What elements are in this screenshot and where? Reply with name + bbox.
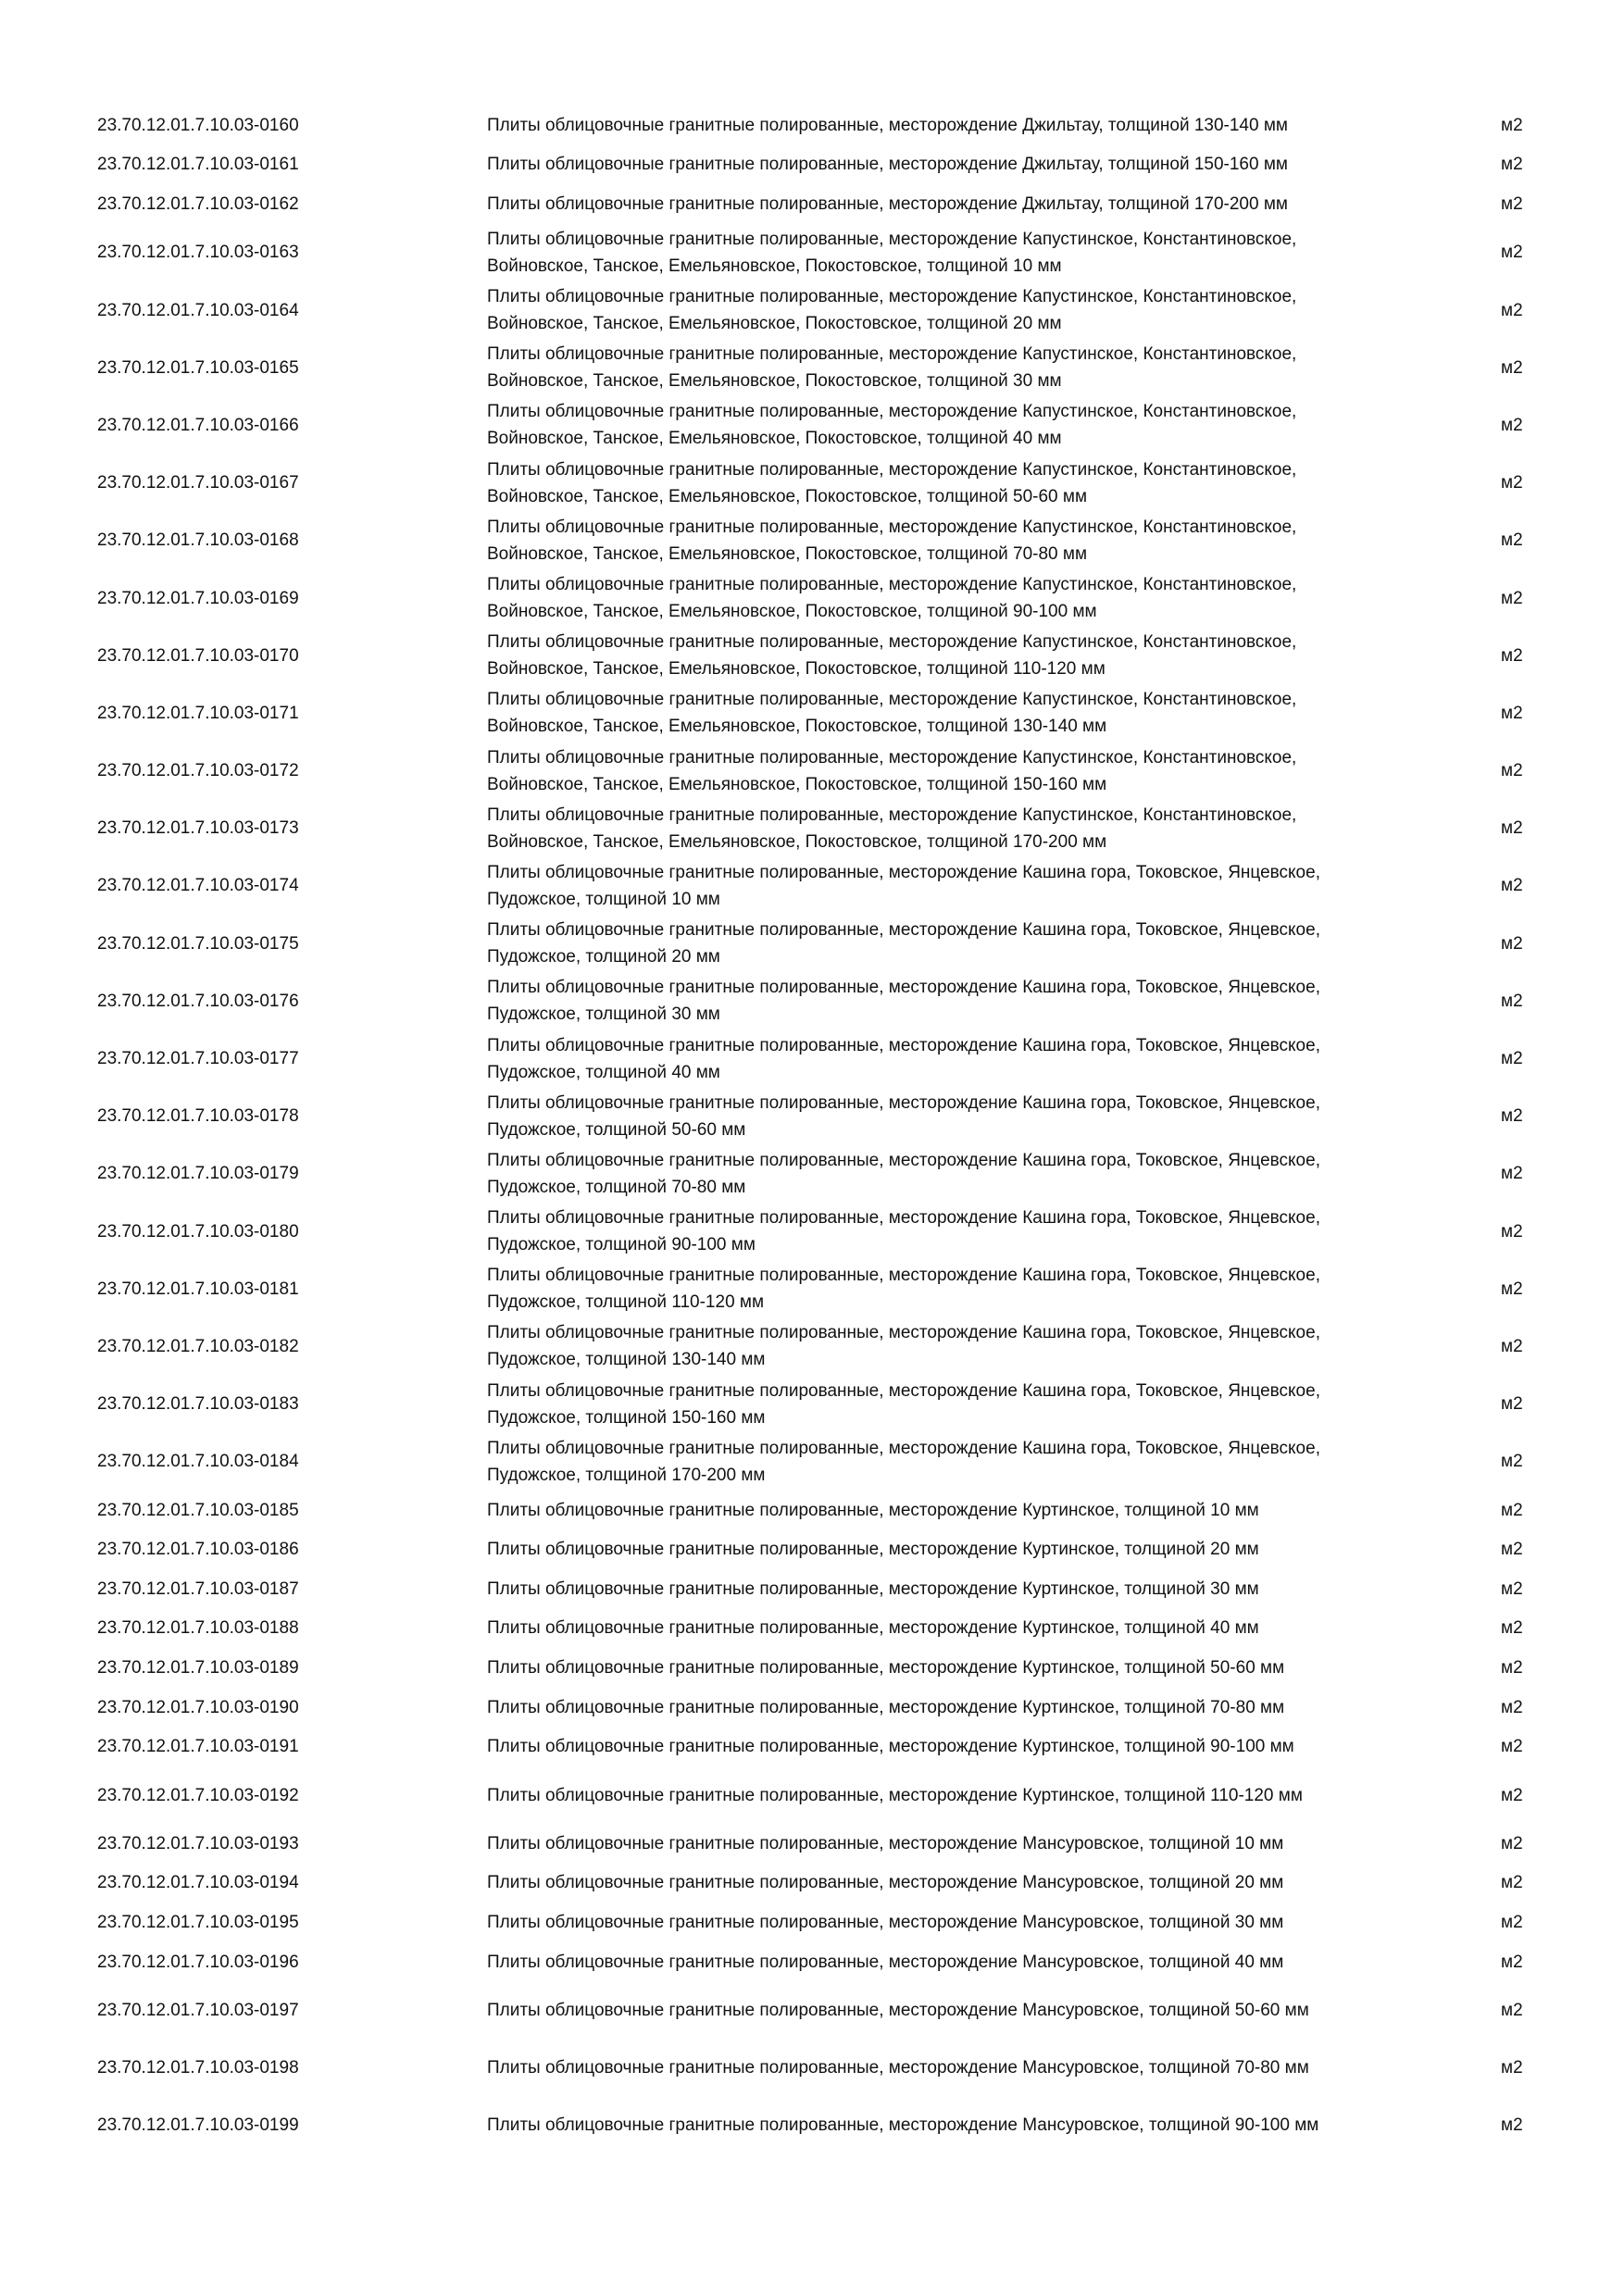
item-name: Плиты облицовочные гранитные полированные, месторождение Куртинское, толщиной 90-100 мм xyxy=(487,1737,1294,1757)
item-name: Плиты облицовочные гранитные полированные, месторождение Капустинское, Константиновское, Войновское, Танское, Емельяновское, Покостовское, толщиной 150-160 мм xyxy=(487,747,1297,794)
item-name: Плиты облицовочные гранитные полированные, месторождение Куртинское, толщиной 50-60 мм xyxy=(487,1658,1285,1678)
item-code: 23.70.12.01.7.10.03-0168 xyxy=(97,530,299,551)
item-code: 23.70.12.01.7.10.03-0171 xyxy=(97,703,299,723)
item-name: Плиты облицовочные гранитные полированные, месторождение Куртинское, толщиной 110-120 мм xyxy=(487,1785,1303,1805)
item-code: 23.70.12.01.7.10.03-0177 xyxy=(97,1049,299,1068)
item-code: 23.70.12.01.7.10.03-0165 xyxy=(97,357,299,378)
item-name: Плиты облицовочные гранитные полированные, месторождение Мансуровское, толщиной 50-60 мм xyxy=(487,2000,1309,2020)
item-name: Плиты облицовочные гранитные полированные, месторождение Капустинское, Константиновское, Войновское, Танское, Емельяновское, Покостовское, толщиной 20 мм xyxy=(487,287,1297,334)
table-row xyxy=(97,742,1569,799)
item-unit: м2 xyxy=(1501,1833,1523,1853)
item-code: 23.70.12.01.7.10.03-0182 xyxy=(97,1336,299,1356)
table-row xyxy=(97,512,1569,569)
item-name: Плиты облицовочные гранитные полированные, месторождение Кашина гора, Токовское, Янцевское, Пудожское, толщиной 20 мм xyxy=(487,920,1320,967)
item-name: Плиты облицовочные гранитные полированные, месторождение Кашина гора, Токовское, Янцевское, Пудожское, толщиной 50-60 мм xyxy=(487,1092,1320,1140)
table-row xyxy=(97,857,1569,915)
item-code: 23.70.12.01.7.10.03-0193 xyxy=(97,1833,299,1853)
item-code: 23.70.12.01.7.10.03-0167 xyxy=(97,473,299,493)
item-code: 23.70.12.01.7.10.03-0194 xyxy=(97,1873,299,1893)
item-unit: м2 xyxy=(1501,1540,1523,1560)
item-unit: м2 xyxy=(1501,991,1523,1011)
item-unit: м2 xyxy=(1501,530,1523,551)
table-row xyxy=(97,1029,1569,1087)
table-row xyxy=(97,1824,1569,1864)
item-unit: м2 xyxy=(1501,193,1523,214)
item-code: 23.70.12.01.7.10.03-0198 xyxy=(97,2057,299,2078)
item-unit: м2 xyxy=(1501,2057,1523,2078)
item-unit: м2 xyxy=(1501,1873,1523,1893)
item-unit: м2 xyxy=(1501,1952,1523,1972)
table-row xyxy=(97,1727,1569,1766)
item-name: Плиты облицовочные гранитные полированные, месторождение Капустинское, Константиновское, Войновское, Танское, Емельяновское, Покостовское, толщиной 70-80 мм xyxy=(487,517,1297,564)
item-code: 23.70.12.01.7.10.03-0197 xyxy=(97,2000,299,2020)
item-unit: м2 xyxy=(1501,1658,1523,1678)
table-row xyxy=(97,972,1569,1029)
item-unit: м2 xyxy=(1501,1336,1523,1356)
table-row xyxy=(97,1688,1569,1728)
table-row xyxy=(97,569,1569,627)
item-unit: м2 xyxy=(1501,761,1523,781)
table-row xyxy=(97,1317,1569,1375)
item-unit: м2 xyxy=(1501,473,1523,493)
item-code: 23.70.12.01.7.10.03-0183 xyxy=(97,1394,299,1415)
table-row xyxy=(97,1981,1569,2039)
table-row xyxy=(97,1203,1569,1260)
item-code: 23.70.12.01.7.10.03-0188 xyxy=(97,1618,299,1639)
table-row xyxy=(97,684,1569,742)
item-unit: м2 xyxy=(1501,933,1523,954)
item-name: Плиты облицовочные гранитные полированные, месторождение Капустинское, Константиновское, Войновское, Танское, Емельяновское, Покостовское, толщиной 110-120 мм xyxy=(487,632,1297,680)
item-unit: м2 xyxy=(1501,1578,1523,1599)
item-unit: м2 xyxy=(1501,2115,1523,2136)
item-name: Плиты облицовочные гранитные полированные, месторождение Кашина гора, Токовское, Янцевское, Пудожское, толщиной 130-140 мм xyxy=(487,1323,1320,1370)
table-row xyxy=(97,1491,1569,1530)
table-row xyxy=(97,1903,1569,1942)
table-row xyxy=(97,339,1569,396)
item-name: Плиты облицовочные гранитные полированные, месторождение Джильтау, толщиной 170-200 мм xyxy=(487,193,1288,214)
item-name: Плиты облицовочные гранитные полированные, месторождение Мансуровское, толщиной 70-80 мм xyxy=(487,2057,1309,2078)
item-name: Плиты облицовочные гранитные полированные, месторождение Куртинское, толщиной 10 мм xyxy=(487,1500,1259,1520)
item-unit: м2 xyxy=(1501,1279,1523,1299)
item-code: 23.70.12.01.7.10.03-0178 xyxy=(97,1106,299,1127)
table-row xyxy=(97,1942,1569,1982)
item-code: 23.70.12.01.7.10.03-0175 xyxy=(97,933,299,954)
item-unit: м2 xyxy=(1501,243,1523,263)
item-unit: м2 xyxy=(1501,415,1523,435)
item-name: Плиты облицовочные гранитные полированные, месторождение Мансуровское, толщиной 40 мм xyxy=(487,1952,1284,1972)
item-unit: м2 xyxy=(1501,1221,1523,1242)
item-unit: м2 xyxy=(1501,1618,1523,1639)
item-code: 23.70.12.01.7.10.03-0187 xyxy=(97,1578,299,1599)
item-unit: м2 xyxy=(1501,818,1523,839)
table-row xyxy=(97,1766,1569,1824)
table-row xyxy=(97,224,1569,281)
table-row xyxy=(97,396,1569,454)
item-code: 23.70.12.01.7.10.03-0161 xyxy=(97,155,299,175)
item-name: Плиты облицовочные гранитные полированные, месторождение Джильтау, толщиной 150-160 мм xyxy=(487,155,1288,175)
table-row xyxy=(97,627,1569,684)
item-unit: м2 xyxy=(1501,1106,1523,1127)
item-name: Плиты облицовочные гранитные полированные, месторождение Мансуровское, толщиной 30 мм xyxy=(487,1913,1284,1933)
item-unit: м2 xyxy=(1501,1737,1523,1757)
item-code: 23.70.12.01.7.10.03-0181 xyxy=(97,1279,299,1299)
item-code: 23.70.12.01.7.10.03-0195 xyxy=(97,1913,299,1933)
item-code: 23.70.12.01.7.10.03-0160 xyxy=(97,115,299,135)
item-name: Плиты облицовочные гранитные полированные, месторождение Джильтау, толщиной 130-140 мм xyxy=(487,115,1288,135)
table-row xyxy=(97,1609,1569,1649)
item-unit: м2 xyxy=(1501,1500,1523,1520)
item-name: Плиты облицовочные гранитные полированные, месторождение Кашина гора, Токовское, Янцевское, Пудожское, толщиной 10 мм xyxy=(487,862,1320,909)
item-name: Плиты облицовочные гранитные полированные, месторождение Кашина гора, Токовское, Янцевское, Пудожское, толщиной 40 мм xyxy=(487,1035,1320,1082)
item-code: 23.70.12.01.7.10.03-0164 xyxy=(97,300,299,320)
item-name: Плиты облицовочные гранитные полированные, месторождение Кашина гора, Токовское, Янцевское, Пудожское, толщиной 150-160 мм xyxy=(487,1380,1320,1428)
table-row xyxy=(97,106,1569,145)
table-row xyxy=(97,1376,1569,1433)
table-row xyxy=(97,915,1569,972)
table-row xyxy=(97,145,1569,185)
item-unit: м2 xyxy=(1501,876,1523,896)
table-row xyxy=(97,1530,1569,1570)
item-code: 23.70.12.01.7.10.03-0166 xyxy=(97,415,299,435)
item-unit: м2 xyxy=(1501,588,1523,608)
item-code: 23.70.12.01.7.10.03-0180 xyxy=(97,1221,299,1242)
table-row xyxy=(97,1088,1569,1145)
item-code: 23.70.12.01.7.10.03-0172 xyxy=(97,761,299,781)
item-code: 23.70.12.01.7.10.03-0176 xyxy=(97,991,299,1011)
item-unit: м2 xyxy=(1501,115,1523,135)
item-unit: м2 xyxy=(1501,300,1523,320)
item-unit: м2 xyxy=(1501,1697,1523,1717)
item-name: Плиты облицовочные гранитные полированные, месторождение Куртинское, толщиной 20 мм xyxy=(487,1540,1259,1560)
item-code: 23.70.12.01.7.10.03-0190 xyxy=(97,1697,299,1717)
item-code: 23.70.12.01.7.10.03-0179 xyxy=(97,1164,299,1184)
item-unit: м2 xyxy=(1501,703,1523,723)
item-code: 23.70.12.01.7.10.03-0170 xyxy=(97,645,299,666)
item-code: 23.70.12.01.7.10.03-0192 xyxy=(97,1785,299,1805)
table-row xyxy=(97,1864,1569,1903)
item-unit: м2 xyxy=(1501,155,1523,175)
table-row xyxy=(97,2096,1569,2153)
item-name: Плиты облицовочные гранитные полированные, месторождение Кашина гора, Токовское, Янцевское, Пудожское, толщиной 90-100 мм xyxy=(487,1208,1320,1255)
item-unit: м2 xyxy=(1501,1913,1523,1933)
item-code: 23.70.12.01.7.10.03-0184 xyxy=(97,1452,299,1472)
item-name: Плиты облицовочные гранитные полированные, месторождение Капустинское, Константиновское, Войновское, Танское, Емельяновское, Покостовское, толщиной 10 мм xyxy=(487,229,1297,276)
item-unit: м2 xyxy=(1501,2000,1523,2020)
table-row xyxy=(97,800,1569,857)
table-row xyxy=(97,1260,1569,1317)
item-unit: м2 xyxy=(1501,1164,1523,1184)
item-name: Плиты облицовочные гранитные полированные, месторождение Капустинское, Константиновское, Войновское, Танское, Емельяновское, Покостовское, толщиной 90-100 мм xyxy=(487,575,1297,621)
price-list-table xyxy=(97,106,1569,2154)
table-row xyxy=(97,1569,1569,1609)
item-code: 23.70.12.01.7.10.03-0186 xyxy=(97,1540,299,1560)
item-name: Плиты облицовочные гранитные полированные, месторождение Капустинское, Константиновское, Войновское, Танское, Емельяновское, Покостовское, толщиной 30 мм xyxy=(487,344,1297,392)
table-row xyxy=(97,455,1569,512)
item-name: Плиты облицовочные гранитные полированные, месторождение Кашина гора, Токовское, Янцевское, Пудожское, толщиной 30 мм xyxy=(487,978,1320,1025)
item-code: 23.70.12.01.7.10.03-0199 xyxy=(97,2115,299,2136)
item-name: Плиты облицовочные гранитные полированные, месторождение Кашина гора, Токовское, Янцевское, Пудожское, толщиной 110-120 мм xyxy=(487,1266,1320,1313)
item-code: 23.70.12.01.7.10.03-0169 xyxy=(97,588,299,608)
item-unit: м2 xyxy=(1501,1049,1523,1068)
item-unit: м2 xyxy=(1501,1785,1523,1805)
item-name: Плиты облицовочные гранитные полированные, месторождение Капустинское, Константиновское, Войновское, Танское, Емельяновское, Покостовское, толщиной 170-200 мм xyxy=(487,805,1297,852)
table-row xyxy=(97,281,1569,339)
item-name: Плиты облицовочные гранитные полированные, месторождение Мансуровское, толщиной 10 мм xyxy=(487,1833,1284,1853)
item-name: Плиты облицовочные гранитные полированные, месторождение Капустинское, Константиновское, Войновское, Танское, Емельяновское, Покостовское, толщиной 130-140 мм xyxy=(487,690,1297,737)
table-row xyxy=(97,184,1569,224)
table-row xyxy=(97,1145,1569,1203)
table-row xyxy=(97,2039,1569,2096)
item-name: Плиты облицовочные гранитные полированные, месторождение Куртинское, толщиной 30 мм xyxy=(487,1578,1259,1599)
item-name: Плиты облицовочные гранитные полированные, месторождение Кашина гора, Токовское, Янцевское, Пудожское, толщиной 170-200 мм xyxy=(487,1438,1320,1485)
item-code: 23.70.12.01.7.10.03-0163 xyxy=(97,243,299,263)
item-name: Плиты облицовочные гранитные полированные, месторождение Капустинское, Константиновское, Войновское, Танское, Емельяновское, Покостовское, толщиной 50-60 мм xyxy=(487,459,1297,506)
item-unit: м2 xyxy=(1501,1452,1523,1472)
item-name: Плиты облицовочные гранитные полированные, месторождение Мансуровское, толщиной 20 мм xyxy=(487,1873,1284,1893)
item-code: 23.70.12.01.7.10.03-0174 xyxy=(97,876,299,896)
item-code: 23.70.12.01.7.10.03-0173 xyxy=(97,818,299,839)
item-name: Плиты облицовочные гранитные полированные, месторождение Мансуровское, толщиной 90-100 мм xyxy=(487,2115,1319,2136)
item-code: 23.70.12.01.7.10.03-0191 xyxy=(97,1737,299,1757)
item-unit: м2 xyxy=(1501,645,1523,666)
item-code: 23.70.12.01.7.10.03-0162 xyxy=(97,193,299,214)
item-code: 23.70.12.01.7.10.03-0189 xyxy=(97,1658,299,1678)
item-name: Плиты облицовочные гранитные полированные, месторождение Кашина гора, Токовское, Янцевское, Пудожское, толщиной 70-80 мм xyxy=(487,1150,1320,1197)
item-unit: м2 xyxy=(1501,1394,1523,1415)
table-row xyxy=(97,1648,1569,1688)
item-name: Плиты облицовочные гранитные полированные, месторождение Куртинское, толщиной 70-80 мм xyxy=(487,1697,1285,1717)
item-name: Плиты облицовочные гранитные полированные, месторождение Капустинское, Константиновское, Войновское, Танское, Емельяновское, Покостовское, толщиной 40 мм xyxy=(487,402,1297,449)
item-code: 23.70.12.01.7.10.03-0196 xyxy=(97,1952,299,1972)
item-code: 23.70.12.01.7.10.03-0185 xyxy=(97,1500,299,1520)
item-name: Плиты облицовочные гранитные полированные, месторождение Куртинское, толщиной 40 мм xyxy=(487,1618,1259,1639)
item-unit: м2 xyxy=(1501,357,1523,378)
table-row xyxy=(97,1433,1569,1491)
